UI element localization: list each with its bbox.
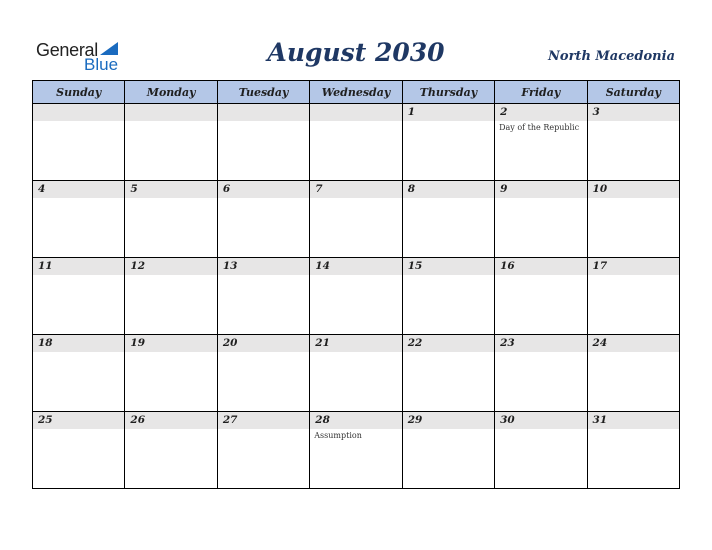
week-row — [33, 104, 680, 181]
day-number: 4 — [38, 183, 46, 195]
day-cell[interactable] — [125, 258, 217, 335]
day-cell[interactable] — [33, 258, 125, 335]
day-number-bar — [125, 412, 216, 429]
day-cell[interactable] — [217, 258, 309, 335]
day-cell[interactable] — [125, 104, 217, 181]
weekday-monday: Monday — [125, 81, 217, 104]
day-number: 30 — [500, 414, 515, 426]
day-cell[interactable] — [402, 335, 494, 412]
day-cell[interactable] — [495, 412, 587, 489]
day-number-bar — [33, 412, 124, 429]
day-number: 3 — [592, 106, 600, 118]
day-cell[interactable] — [402, 258, 494, 335]
day-number-bar — [403, 258, 494, 275]
day-cell[interactable] — [310, 335, 402, 412]
day-number-bar — [33, 181, 124, 198]
day-number-bar — [495, 104, 586, 121]
day-number: 19 — [130, 337, 146, 349]
day-number: 31 — [592, 414, 608, 426]
day-number: 22 — [407, 337, 423, 349]
holiday-label: Assumption — [314, 431, 362, 440]
day-number-bar — [403, 181, 494, 198]
day-number-bar — [218, 104, 309, 121]
day-number: 24 — [592, 337, 608, 349]
day-cell[interactable] — [33, 335, 125, 412]
day-number-bar — [125, 258, 216, 275]
day-number-bar — [33, 258, 124, 275]
day-cell[interactable] — [402, 412, 494, 489]
logo-text-blue: Blue — [84, 55, 119, 74]
day-cell[interactable] — [587, 104, 679, 181]
day-number-bar — [310, 412, 401, 429]
day-number: 28 — [315, 414, 330, 426]
day-number: 10 — [592, 183, 608, 195]
day-number: 5 — [130, 183, 138, 195]
logo-text-general: General — [36, 40, 98, 60]
day-cell[interactable] — [217, 412, 309, 489]
day-number: 23 — [500, 337, 515, 349]
weekday-sunday: Sunday — [33, 81, 125, 104]
day-number-bar — [125, 104, 216, 121]
calendar-grid — [32, 80, 680, 489]
day-number: 14 — [315, 260, 330, 272]
day-number-bar — [310, 335, 401, 352]
day-number: 17 — [592, 260, 608, 272]
weekday-thursday: Thursday — [402, 81, 494, 104]
week-row — [33, 412, 680, 489]
day-number-bar — [125, 181, 216, 198]
day-number-bar — [588, 335, 679, 352]
day-number: 13 — [222, 260, 238, 272]
day-cell[interactable] — [310, 104, 402, 181]
day-cell[interactable] — [310, 258, 402, 335]
week-row — [33, 258, 680, 335]
week-row — [33, 181, 680, 258]
day-number: 6 — [222, 183, 231, 195]
day-number-bar — [403, 412, 494, 429]
day-number: 9 — [500, 183, 508, 195]
weekday-header-row — [33, 81, 680, 104]
day-number-bar — [125, 335, 216, 352]
day-cell[interactable] — [402, 104, 494, 181]
day-number-bar — [588, 104, 679, 121]
day-number-bar — [588, 181, 679, 198]
day-number: 1 — [407, 106, 415, 118]
day-number: 2 — [500, 106, 508, 118]
day-cell[interactable] — [587, 258, 679, 335]
day-number: 12 — [130, 260, 146, 272]
day-number: 16 — [500, 260, 515, 272]
day-number: 15 — [407, 260, 423, 272]
weekday-friday: Friday — [495, 81, 587, 104]
day-cell[interactable] — [217, 104, 309, 181]
day-number-bar — [33, 335, 124, 352]
day-cell[interactable] — [495, 104, 587, 181]
day-number-bar — [218, 335, 309, 352]
day-number: 29 — [407, 414, 423, 426]
day-number-bar — [310, 258, 401, 275]
day-number-bar — [588, 412, 679, 429]
holiday-label: Day of the Republic — [499, 123, 580, 132]
day-cell[interactable] — [310, 412, 402, 489]
day-cell[interactable] — [495, 335, 587, 412]
day-cell[interactable] — [33, 181, 125, 258]
day-cell[interactable] — [125, 335, 217, 412]
page-title: August 2030 — [267, 38, 445, 67]
day-number-bar — [218, 181, 309, 198]
day-cell[interactable] — [217, 335, 309, 412]
day-cell[interactable] — [125, 181, 217, 258]
day-number: 26 — [130, 414, 146, 426]
day-number-bar — [495, 258, 586, 275]
day-cell[interactable] — [402, 181, 494, 258]
day-number: 21 — [315, 337, 330, 349]
day-number-bar — [495, 412, 586, 429]
day-cell[interactable] — [217, 181, 309, 258]
day-number: 20 — [222, 337, 238, 349]
weekday-tuesday: Tuesday — [217, 81, 309, 104]
week-row — [33, 335, 680, 412]
day-number-bar — [218, 258, 309, 275]
day-number: 25 — [38, 414, 53, 426]
day-number-bar — [495, 181, 586, 198]
day-cell[interactable] — [125, 412, 217, 489]
day-cell[interactable] — [495, 181, 587, 258]
day-number-bar — [33, 104, 124, 121]
day-number: 18 — [38, 337, 53, 349]
day-number-bar — [310, 181, 401, 198]
day-cell[interactable] — [587, 412, 679, 489]
day-cell[interactable] — [33, 104, 125, 181]
day-number-bar — [403, 335, 494, 352]
day-number: 27 — [222, 414, 238, 426]
day-cell[interactable] — [310, 181, 402, 258]
day-cell[interactable] — [587, 181, 679, 258]
day-number-bar — [588, 258, 679, 275]
day-number: 8 — [407, 183, 415, 195]
day-cell[interactable] — [495, 258, 587, 335]
weekday-wednesday: Wednesday — [310, 81, 402, 104]
day-cell[interactable] — [587, 335, 679, 412]
day-number: 7 — [315, 183, 323, 195]
weekday-saturday: Saturday — [587, 81, 679, 104]
day-number-bar — [403, 104, 494, 121]
day-number-bar — [218, 412, 309, 429]
day-number-bar — [310, 104, 401, 121]
country-label: North Macedonia — [548, 49, 675, 64]
day-cell[interactable] — [33, 412, 125, 489]
day-number-bar — [495, 335, 586, 352]
day-number: 11 — [38, 260, 53, 272]
